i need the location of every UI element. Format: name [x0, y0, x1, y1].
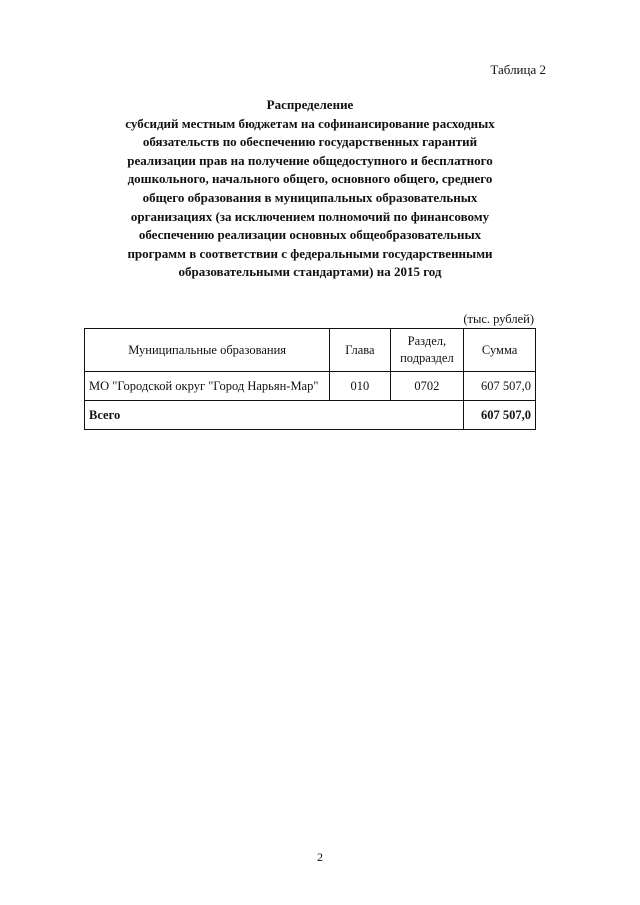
title-line: обеспечению реализации основных общеобразовательных [138, 227, 482, 243]
total-row [85, 401, 536, 430]
cell-section: 0702 [390, 372, 464, 401]
header-chapter: Глава [330, 329, 390, 372]
title-line: реализации прав на получение общедоступного и бесплатного [127, 152, 493, 168]
header-sum: Сумма [464, 329, 536, 372]
header-section: Раздел, подраздел [390, 329, 464, 372]
total-label: Всего [85, 401, 464, 430]
title-line: организациях (за исключением полномочий по финансовому [130, 208, 490, 224]
units-label: (тыс. рублей) [463, 312, 534, 326]
title-heading: Распределение [266, 97, 354, 112]
subsidy-table [84, 328, 536, 430]
page-number: 2 [317, 850, 323, 864]
header-municipality: Муниципальные образования [85, 329, 330, 372]
cell-sum: 607 507,0 [464, 372, 536, 401]
document-title [80, 96, 540, 282]
title-line: общего образования в муниципальных образовательных [142, 189, 478, 205]
table-header-row [85, 329, 536, 372]
title-line: обязательств по обеспечению государственных гарантий [142, 134, 478, 150]
cell-municipality: МО "Городской округ "Город Нарьян-Мар" [85, 372, 330, 401]
cell-chapter: 010 [330, 372, 390, 401]
title-line: дошкольного, начального общего, основного общего, среднего [127, 171, 493, 187]
total-sum: 607 507,0 [464, 401, 536, 430]
title-line: субсидий местным бюджетам на софинансирование расходных [125, 115, 495, 131]
table-number-label: Таблица 2 [490, 62, 546, 77]
title-line: программ в соответствии с федеральными государственными [127, 245, 493, 261]
title-line: образовательными стандартами) на 2015 год [178, 264, 442, 280]
table-row [85, 372, 536, 401]
